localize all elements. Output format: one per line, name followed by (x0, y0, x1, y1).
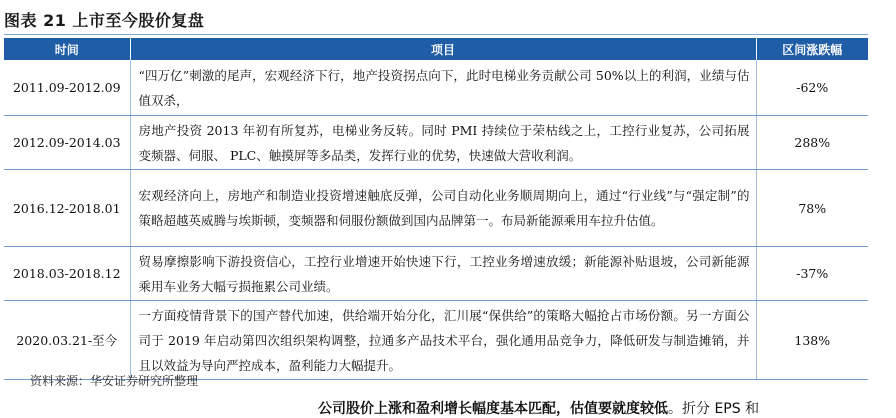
table-row (4, 116, 868, 170)
figure-title: 图表 21 上市至今股价复盘 (4, 11, 205, 30)
change-cell: 78% (756, 170, 868, 247)
change-cell: -62% (756, 60, 868, 116)
change-cell: -37% (756, 247, 868, 301)
table-row (4, 170, 868, 247)
change-cell: 288% (756, 116, 868, 170)
time-cell: 2020.03.21-至今 (4, 301, 130, 380)
table-row (4, 60, 868, 116)
header-time: 时间 (4, 38, 130, 60)
body-text-partial (318, 398, 759, 418)
source-note: 资料来源：华安证券研究所整理 (30, 374, 199, 388)
body-text-bold: 公司股价上涨和盈利增长幅度基本匹配，估值要就度较低 (318, 401, 668, 417)
item-cell: 房地产投资 2013 年初有所复苏，电梯业务反转。同时 PMI 持续位于荣枯线之上，工控行业复苏，公司拓展变频器、伺服、 PLC、触摸屏等多品类，发挥行业的优势，快速做大营收利润。 (130, 116, 756, 170)
header-change: 区间涨跌幅 (756, 38, 868, 60)
time-cell: 2018.03-2018.12 (4, 247, 130, 301)
table-header-row (4, 38, 868, 60)
table-row (4, 247, 868, 301)
item-cell: 贸易摩擦影响下游投资信心，工控行业增速开始快速下行，工控业务增速放缓；新能源补贴退坡，公司新能源乘用车业务大幅亏损拖累公司业绩。 (130, 247, 756, 301)
time-cell: 2016.12-2018.01 (4, 170, 130, 247)
body-text-rest: 。折分 EPS 和 (668, 401, 760, 417)
item-cell: “四万亿”刺激的尾声，宏观经济下行，地产投资拐点向下，此时电梯业务贡献公司 50%以上的利润，业绩与估值双杀， (130, 60, 756, 116)
change-cell: 138% (756, 301, 868, 380)
stock-review-table (4, 38, 868, 380)
item-cell: 宏观经济向上，房地产和制造业投资增速触底反弹，公司自动化业务顺周期向上，通过“行业线”与“强定制”的策略超越英威腾与埃斯顿，变频器和伺服份额做到国内品牌第一。布局新能源乘用车拉升估值。 (130, 170, 756, 247)
time-cell: 2011.09-2012.09 (4, 60, 130, 116)
header-item: 项目 (130, 38, 756, 60)
table-row (4, 301, 868, 380)
item-cell: 一方面疫情背景下的国产替代加速，供给端开始分化，汇川展“保供给”的策略大幅抢占市场份额。另一方面公司于 2019 年启动第四次组织架构调整，拉通多产品技术平台，强化通用品竞争力，降低研发与制造摊销，并且以效益为导向严控成本，盈利能力大幅提升。 (130, 301, 756, 380)
time-cell: 2012.09-2014.03 (4, 116, 130, 170)
title-divider (4, 34, 868, 35)
